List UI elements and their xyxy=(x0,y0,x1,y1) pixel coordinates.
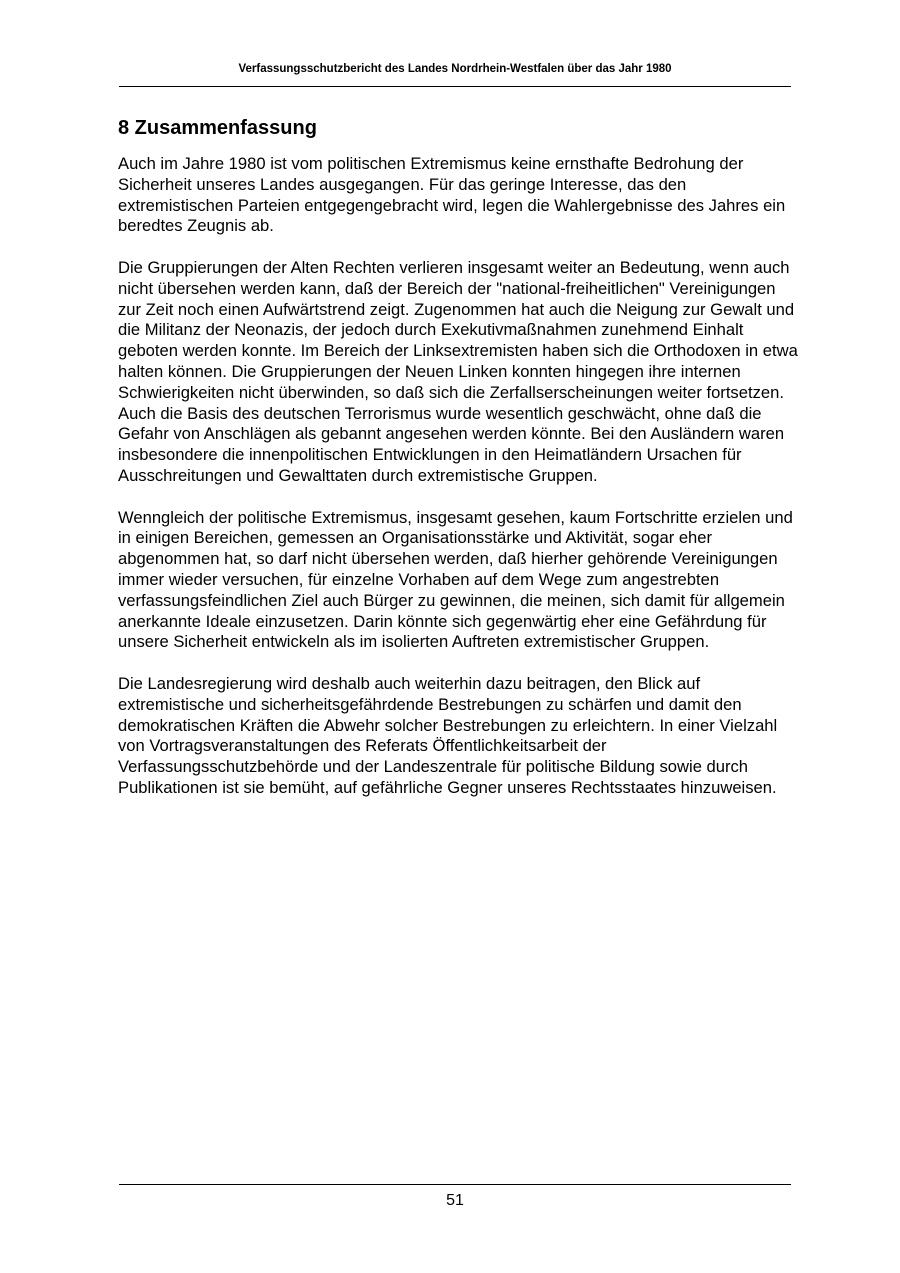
paragraph-1: Auch im Jahre 1980 ist vom politischen Extremismus keine ernsthafte Bedrohung der Sicherheit unseres Landes ausgegangen. Für das geringe Interesse, das den extremistischen Parteien entgegengebracht wird, legen die Wahlergebnisse des Jahres ein beredtes Zeugnis ab. xyxy=(118,154,786,236)
running-header: Verfassungsschutzbericht des Landes Nordrhein-Westfalen über das Jahr 1980 xyxy=(238,63,672,75)
paragraph-2: Die Gruppierungen der Alten Rechten verlieren insgesamt weiter an Bedeutung, wenn auch nicht übersehen werden kann, daß der Bereich der "national-freiheitlichen" Vereinigungen zur Zeit noch einen Aufwärtstrend zeigt. Zugenommen hat auch die Neigung zur Gewalt und die Militanz der Neonazis, der jedoch durch Exekutivmaßnahmen zunehmend Einhalt geboten werden konnte. Im Bereich der Linksextremisten haben sich die Orthodoxen in etwa halten können. Die Gruppierungen der Neuen Linken konnten hingegen ihre internen Schwierigkeiten nicht überwinden, so daß sich die Zerfallserscheinungen weiter fortsetzen. Auch die Basis des deutschen Terrorismus wurde wesentlich geschwächt, ohne daß die Gefahr von Anschlägen als gebannt angesehen werden könnte. Bei den Ausländern waren insbesondere die innenpolitischen Entwicklungen in den Heimatländern Ursachen für Ausschreitungen und Gewalttaten durch extremistische Gruppen. xyxy=(118,257,798,485)
body-text xyxy=(118,154,798,820)
section-title: 8 Zusammenfassung xyxy=(118,117,317,139)
paragraph-4: Die Landesregierung wird deshalb auch weiterhin dazu beitragen, den Blick auf extremistische und sicherheitsgefährdende Bestrebungen zu schärfen und damit den demokratischen Kräften die Abwehr solcher Bestrebungen zu erleichtern. In einer Vielzahl von Vortragsveranstaltungen des Referats Öffentlichkeitsarbeit der Verfassungsschutzbehörde und der Landeszentrale für politische Bildung sowie durch Publikationen ist sie bemüht, auf gefährliche Gegner unseres Rechtsstaates hinzuweisen. xyxy=(118,673,778,797)
footer-divider xyxy=(119,1184,791,1185)
page-number: 51 xyxy=(446,1192,464,1209)
header-divider xyxy=(119,86,791,87)
paragraph-3: Wenngleich der politische Extremismus, insgesamt gesehen, kaum Fortschritte erzielen und in einigen Bereichen, gemessen an Organisationsstärke und Aktivität, sogar eher abgenommen hat, so darf nicht übersehen werden, daß hierher gehörende Vereinigungen immer wieder versuchen, für einzelne Vorhaben auf dem Wege zum angestrebten verfassungsfeindlichen Ziel auch Bürger zu gewinnen, die meinen, sich damit für allgemein anerkannte Ideale einzusetzen. Darin könnte sich gegenwärtig eher eine Gefährdung für unsere Sicherheit entwickeln als im isolierten Auftreten extremistischer Gruppen. xyxy=(118,507,793,652)
